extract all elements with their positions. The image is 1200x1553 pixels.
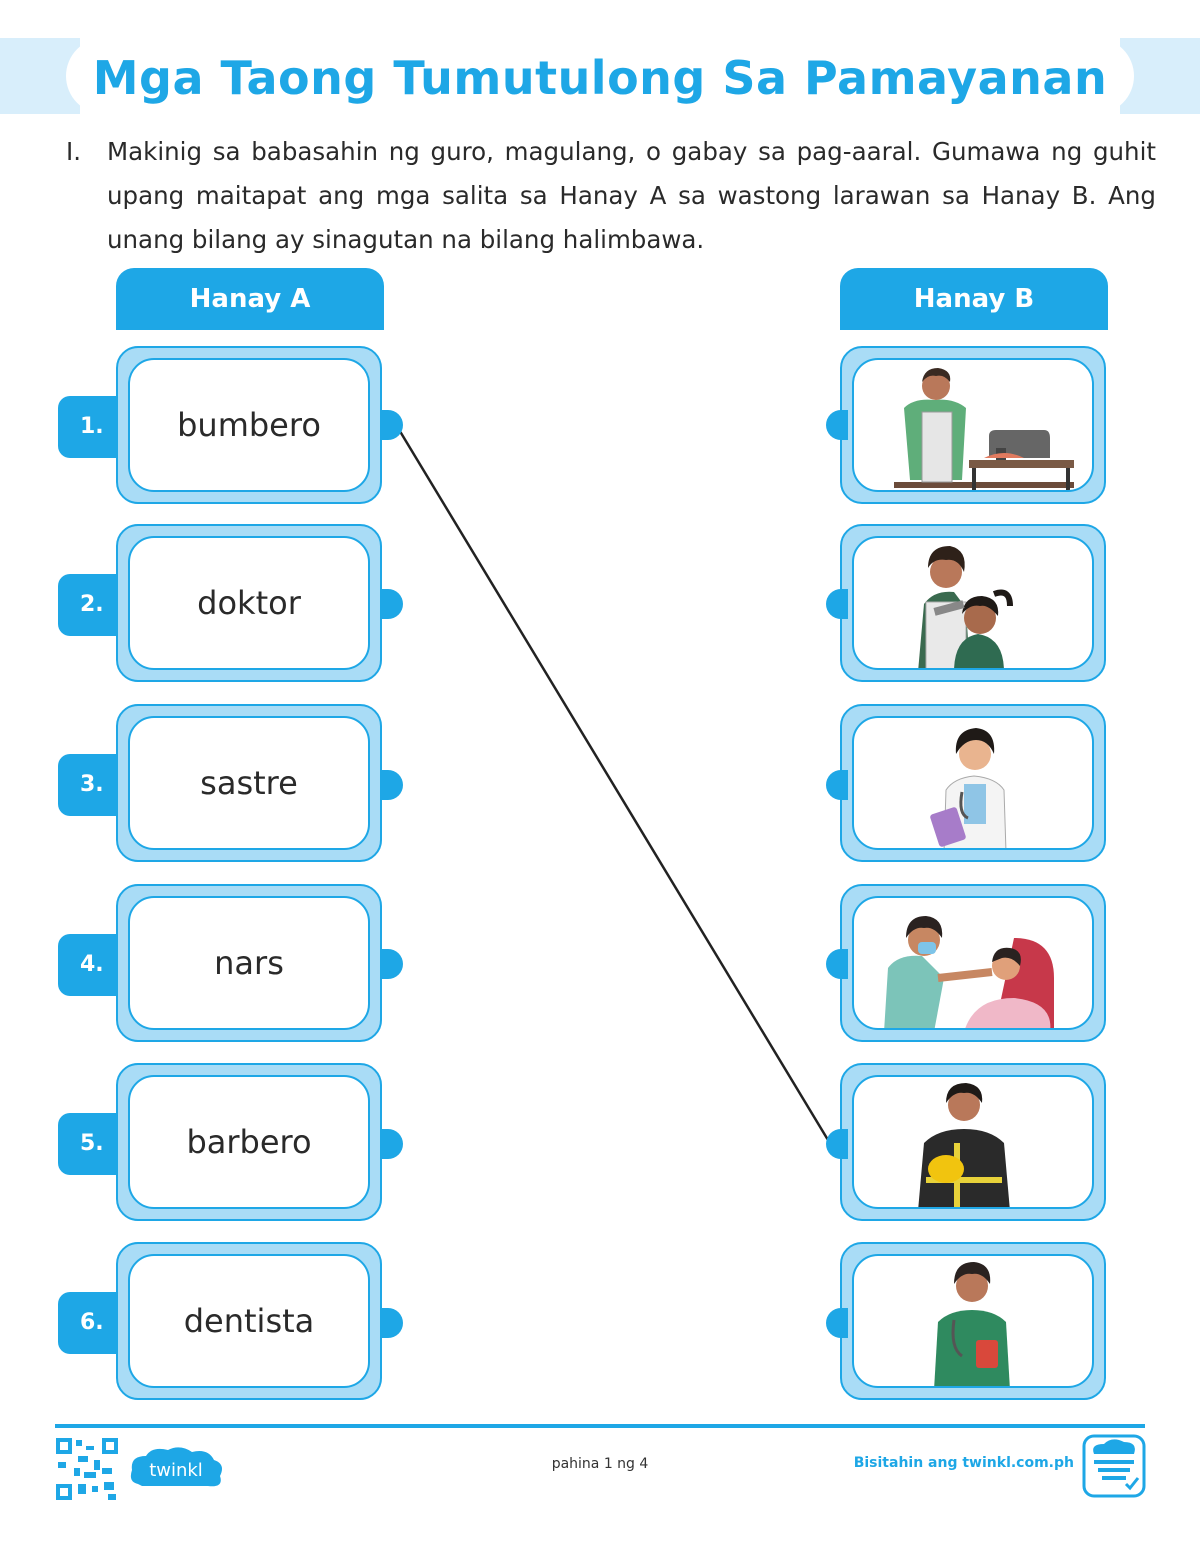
word-card (116, 1242, 382, 1400)
connector-dot-b5[interactable] (826, 1129, 848, 1159)
word-card-inner (128, 536, 370, 670)
word-card (116, 884, 382, 1042)
picture-card-inner (852, 716, 1094, 850)
word-card-inner (128, 716, 370, 850)
qr-code-icon (56, 1438, 118, 1500)
picture-card-inner (852, 896, 1094, 1030)
visit-link[interactable]: Bisitahin ang twinkl.com.ph (853, 1455, 1074, 1471)
twinkl-cloud-icon (128, 1446, 226, 1490)
dentist-icon (854, 898, 1094, 1030)
picture-card (840, 884, 1106, 1042)
connector-dot-b6[interactable] (826, 1308, 848, 1338)
picture-card (840, 1242, 1106, 1400)
word-card (116, 524, 382, 682)
word-card (116, 704, 382, 862)
item-number: 3. (80, 772, 104, 797)
word-card-inner (128, 1075, 370, 1209)
column-a-header-label: Hanay A (189, 284, 311, 314)
twinkl-logo (128, 1446, 226, 1490)
instructions-number: I. (66, 137, 82, 166)
word-nars: nars (214, 944, 284, 982)
picture-card-inner (852, 536, 1094, 670)
quality-badge-icon (1082, 1432, 1146, 1498)
connector-dot-b4[interactable] (826, 949, 848, 979)
item-number: 6. (80, 1310, 104, 1335)
logo-text: twinkl (149, 1460, 203, 1481)
footer-rule (55, 1424, 1145, 1428)
word-sastre: sastre (200, 764, 298, 802)
answer-line (398, 428, 828, 1140)
item-number: 2. (80, 592, 104, 617)
page-number: pahina 1 ng 4 (551, 1456, 649, 1472)
nurse-icon (854, 1256, 1094, 1388)
column-b-header-label: Hanay B (913, 284, 1035, 314)
connector-dot-b3[interactable] (826, 770, 848, 800)
firefighter-icon (854, 1077, 1094, 1209)
connector-dot-b1[interactable] (826, 410, 848, 440)
item-number: 4. (80, 952, 104, 977)
instructions-text: Makinig sa babasahin ng guro, magulang, o gabay sa pag-aaral. Gumawa ng guhit upang maitapat ang mga salita sa Hanay A sa wastong larawan sa Hanay B. Ang unang bilang ay sinagutan na bilang halimbawa. (107, 137, 1156, 254)
word-bumbero: bumbero (177, 406, 321, 444)
picture-card-inner (852, 358, 1094, 492)
picture-card (840, 704, 1106, 862)
doctor-icon (854, 718, 1094, 850)
picture-card-inner (852, 1075, 1094, 1209)
word-card (116, 1063, 382, 1221)
picture-card (840, 1063, 1106, 1221)
tailor-icon (854, 360, 1094, 492)
word-barbero: barbero (186, 1123, 312, 1161)
word-doktor: doktor (197, 584, 301, 622)
word-card-inner (128, 1254, 370, 1388)
picture-card-inner (852, 1254, 1094, 1388)
barber-icon (854, 538, 1094, 670)
picture-card (840, 524, 1106, 682)
word-dentista: dentista (183, 1302, 315, 1340)
word-card-inner (128, 896, 370, 1030)
page-title: Mga Taong Tumutulong Sa Pamayanan (92, 51, 1108, 105)
word-card (116, 346, 382, 504)
word-card-inner (128, 358, 370, 492)
picture-card (840, 346, 1106, 504)
item-number: 1. (80, 414, 104, 439)
item-number: 5. (80, 1131, 104, 1156)
connector-dot-b2[interactable] (826, 589, 848, 619)
